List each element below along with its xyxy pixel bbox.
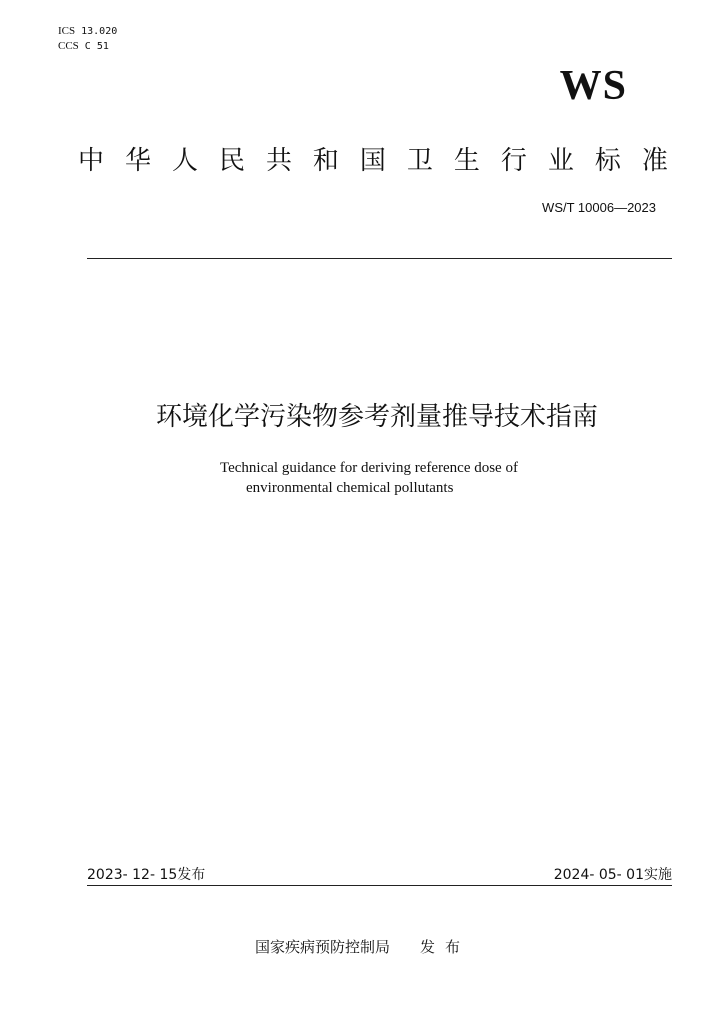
standard-type-char: 业 — [547, 146, 574, 176]
standard-type-char: 和 — [312, 146, 339, 176]
standard-type-char: 人 — [171, 146, 198, 176]
ws-logo: WS — [559, 63, 627, 109]
issue-date: 2023- 12- 15发布 — [87, 867, 206, 883]
standard-type-char: 共 — [265, 146, 292, 176]
ccs-line — [58, 39, 117, 54]
top-divider — [87, 258, 672, 259]
ics-line — [58, 24, 117, 39]
standard-type-char: 标 — [594, 146, 621, 176]
date-row — [87, 864, 672, 884]
title-chinese: 环境化学污染物参考剂量推导技术指南 — [155, 402, 598, 432]
issuer-line — [255, 936, 470, 957]
standard-number: WS/T 10006—2023 — [542, 200, 656, 215]
issuer-name: 国家疾病预防控制局 — [255, 938, 391, 956]
ics-label: ICS — [58, 25, 76, 37]
standard-type-char: 准 — [641, 146, 668, 176]
standard-type-char: 生 — [453, 146, 480, 176]
standard-type-char: 华 — [124, 146, 151, 176]
standard-type-char: 行 — [500, 146, 527, 176]
ccs-label: CCS — [58, 40, 79, 52]
title-english-line-1: Technical guidance for deriving reference dose of — [220, 460, 518, 476]
title-english-line-2: environmental chemical pollutants — [246, 480, 454, 496]
implementation-date: 2024- 05- 01实施 — [553, 867, 672, 883]
bottom-divider — [87, 885, 672, 886]
issuer-action: 发布 — [420, 938, 471, 956]
standard-type-char: 国 — [359, 146, 386, 176]
standard-type-char: 中 — [78, 146, 105, 176]
standard-type-char: 民 — [218, 146, 245, 176]
title-english — [220, 458, 518, 498]
standard-type-heading — [78, 140, 668, 177]
standard-type-char: 卫 — [406, 146, 433, 176]
ics-code: 13.020 — [81, 26, 118, 37]
classification-block — [58, 24, 117, 54]
ccs-code: C 51 — [84, 41, 109, 52]
